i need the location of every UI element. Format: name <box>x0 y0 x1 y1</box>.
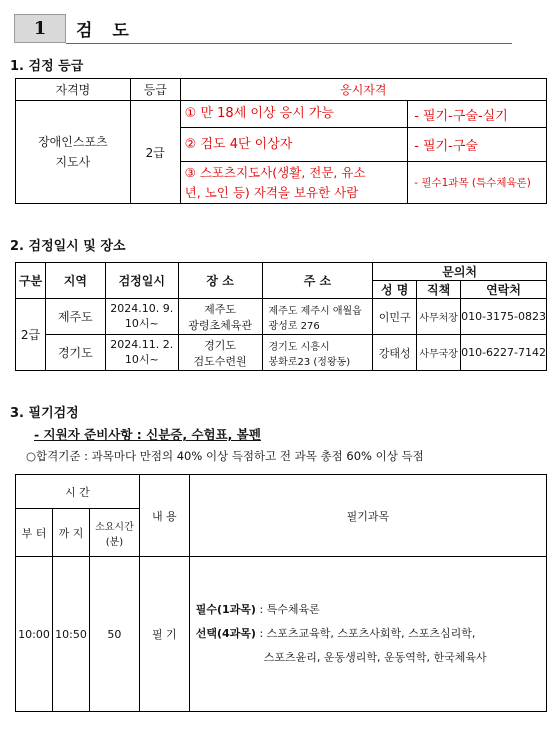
address-cell <box>262 335 373 371</box>
requirement-exams: - 필기-구술-실기 <box>408 101 547 128</box>
grade-value: 2급 <box>130 101 180 204</box>
condition-line: 년, 노인 등) 자격을 보유한 사람 <box>184 184 359 200</box>
venue-line: 광령초체육관 <box>188 318 252 332</box>
title-underline <box>66 43 512 44</box>
name-cell: 강태성 <box>373 335 417 371</box>
date-cell <box>105 335 178 371</box>
requirement-condition: ② 검도 4단 이상자 <box>180 128 408 162</box>
header-address: 주 소 <box>262 263 373 299</box>
grade-table <box>15 78 547 204</box>
subjects-cell <box>189 557 546 712</box>
region-cell: 제주도 <box>45 299 105 335</box>
header-venue: 장 소 <box>178 263 262 299</box>
content-cell: 필 기 <box>139 557 189 712</box>
required-value: : 특수체육론 <box>259 603 320 616</box>
header-date: 검정일시 <box>105 263 178 299</box>
venue-line: 경기도 <box>204 338 237 352</box>
grade-table-header <box>16 79 547 101</box>
grade-table-row <box>16 101 547 128</box>
address-line: 봉화로23 (정왕동) <box>268 356 351 368</box>
duration-cell: 50 <box>89 557 139 712</box>
pass-criteria-note: ○합격기준 : 과목마다 만점의 40% 이상 득점하고 전 과목 총점 60% 이상 득점 <box>26 449 424 463</box>
venue-cell <box>178 335 262 371</box>
table-row <box>16 299 547 335</box>
header-grade: 구분 <box>16 263 46 299</box>
schedule-header <box>16 263 547 281</box>
header-name: 성 명 <box>373 281 417 299</box>
header-to: 까 지 <box>52 509 89 557</box>
requirement-condition <box>180 162 408 204</box>
region-cell: 경기도 <box>45 335 105 371</box>
condition-line: ③ 스포츠지도사(생활, 전문, 유소 <box>184 164 366 180</box>
required-label: 필수(1과목) <box>195 603 256 616</box>
address-line: 제주도 제주시 애월읍 <box>268 305 362 317</box>
requirement-condition: ① 만 18세 이상 응시 가능 <box>180 101 408 128</box>
from-cell: 10:00 <box>16 557 53 712</box>
col-qualification: 자격명 <box>16 79 131 101</box>
venue-line: 검도수련원 <box>193 354 247 368</box>
requirement-exams: - 필기-구술 <box>408 128 547 162</box>
qualification-line: 장애인스포츠 <box>38 135 108 149</box>
requirement-exams: - 필수1과목 (특수체육론) <box>408 162 547 204</box>
header-position: 직책 <box>417 281 461 299</box>
elective-value: : 스포츠교육학, 스포츠사회학, 스포츠심리학, <box>259 627 476 640</box>
address-cell <box>262 299 373 335</box>
section1-title: 1. 검정 등급 <box>10 59 84 74</box>
header-region: 지역 <box>45 263 105 299</box>
header-subjects: 필기과목 <box>189 475 546 557</box>
section3-title: 3. 필기검정 <box>10 406 79 421</box>
col-grade: 등급 <box>130 79 180 101</box>
venue-cell <box>178 299 262 335</box>
to-cell: 10:50 <box>52 557 89 712</box>
elective-continuation: 스포츠윤리, 운동생리학, 운동역학, 한국체육사 <box>263 651 487 664</box>
schedule-table <box>15 262 547 371</box>
position-cell: 사무국장 <box>417 335 461 371</box>
qualification-name <box>16 101 131 204</box>
name-cell: 이민구 <box>373 299 417 335</box>
written-header <box>16 475 547 509</box>
written-exam-table <box>15 474 547 712</box>
header-content: 내 용 <box>139 475 189 557</box>
section2-title: 2. 검정일시 및 장소 <box>10 239 126 254</box>
header-time: 시 간 <box>16 475 140 509</box>
col-eligibility: 응시자격 <box>180 79 546 101</box>
header-from: 부 터 <box>16 509 53 557</box>
phone-cell: 010-6227-7142 <box>461 335 547 371</box>
address-line: 광성로 276 <box>268 320 320 332</box>
exam-date: 2024.11. 2. <box>110 338 174 351</box>
qualification-line: 지도사 <box>55 155 91 169</box>
exam-date: 2024.10. 9. <box>110 302 174 315</box>
address-line: 경기도 시흥시 <box>268 341 330 353</box>
venue-line: 제주도 <box>204 302 237 316</box>
applicant-prep-note: - 지원자 준비사항 : 신분증, 수험표, 볼펜 <box>34 427 261 442</box>
table-row <box>16 557 547 712</box>
exam-time: 10시~ <box>124 353 159 366</box>
required-subjects <box>196 598 546 622</box>
section-number-badge: 1 <box>14 14 66 43</box>
position-cell: 사무처장 <box>417 299 461 335</box>
phone-cell: 010-3175-0823 <box>461 299 547 335</box>
grade-cell: 2급 <box>16 299 46 371</box>
header-inquiry: 문의처 <box>373 263 547 281</box>
exam-time: 10시~ <box>124 317 159 330</box>
header-duration: 소요시간(분) <box>89 509 139 557</box>
date-cell <box>105 299 178 335</box>
elective-subjects <box>196 622 546 646</box>
page-title: 검도 <box>76 21 149 41</box>
table-row <box>16 335 547 371</box>
header-phone: 연락처 <box>461 281 547 299</box>
elective-label: 선택(4과목) <box>195 627 256 640</box>
